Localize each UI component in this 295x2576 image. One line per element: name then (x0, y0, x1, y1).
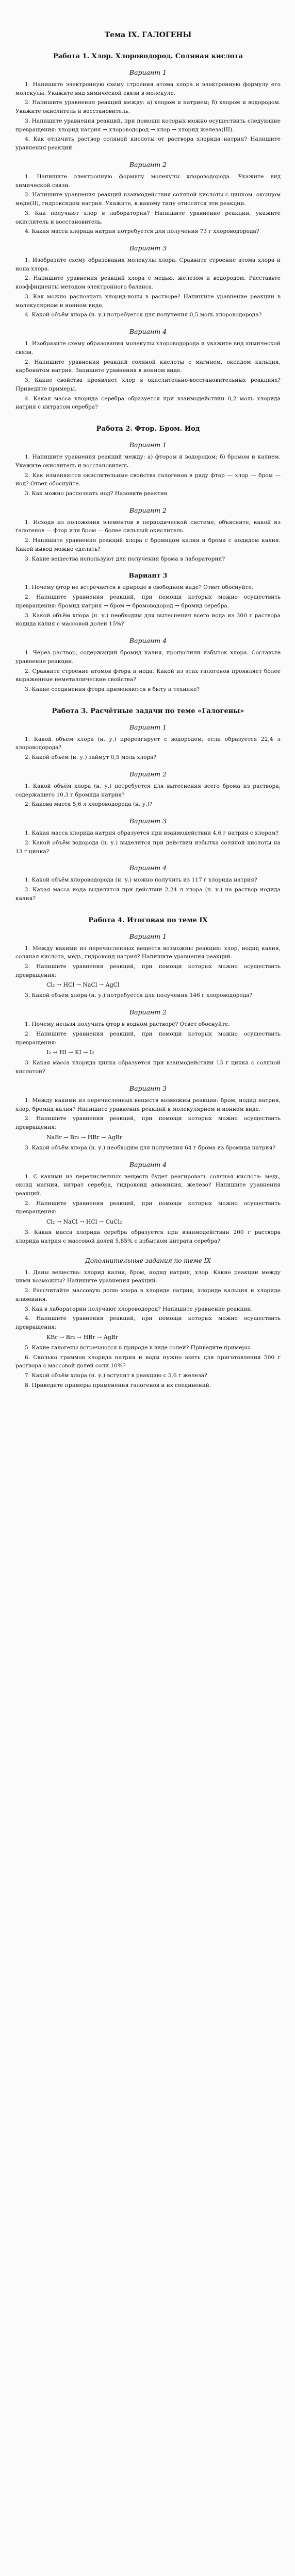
question-text: 2. Напишите уравнения реакций, при помощи которых можно осуществить превращения: бромид натрия → бром → бромоводород → бромид серебра. (15, 594, 281, 609)
variant-label: Вариант 4 (129, 1160, 167, 1168)
extra-section (15, 1257, 281, 1390)
extra-title: Дополнительные задания по теме IX (85, 1257, 211, 1264)
question-text: 2. Какой объём водорода (н. у.) выделится при действии избытка соляной кислоты на 13 г цинка? (15, 839, 281, 855)
question-text: 4. Какая масса хлорида натрия потребуется для получения 73 г хлороводорода? (25, 228, 259, 235)
question-text: 3. Как можно распознать хлорид-ионы в растворе? Напишите уравнение реакции в молекулярном и ионном виде. (15, 293, 281, 309)
question-text: 4. Какая масса хлорида серебра образуется при взаимодействии 0,2 моль хлорида натрия с нитратом серебра? (15, 395, 281, 411)
work-section (15, 425, 281, 694)
question-text: 1. Какая масса хлорида натрия образуется при взаимодействии 4,6 г натрия с хлором? (25, 830, 279, 837)
variant-label: Вариант 2 (129, 160, 167, 168)
question-text: 1. Напишите уравнения реакций между: а) фтором и водородом; б) бромом и калием. Укажите окислитель и восстановитель. (15, 454, 281, 469)
question-text: 1. Между какими из перечисленных веществ возможны реакции: бром, иодид натрия, хлор, бромид калия? Напишите уравнения реакций в молекулярном и ионном виде. (15, 1097, 281, 1112)
question-text: 2. Какая масса иода выделится при действии 2,24 л хлора (н. у.) на раствор иодида калия? (15, 887, 281, 902)
question-text: 8. Приведите примеры применения галогенов и их соединений. (25, 1382, 211, 1388)
question-text: 3. Какие вещества используют для получения брома в лаборатории? (25, 555, 225, 562)
variant-label: Вариант 3 (129, 244, 167, 252)
question-text: 1. Через раствор, содержащий бромид калия, пропустили избыток хлора. Составьте уравнение реакции. (15, 650, 281, 665)
work-title: Работа 3. Расчётные задачи по теме «Галогены» (52, 707, 244, 715)
question-text: 3. Какой объём хлора (н. у.) необходим для вытеснения всего иода из 300 г раствора иодида калия с массовой долей 15%? (15, 612, 281, 628)
question-text: 4. Как отличить раствор соляной кислоты от раствора хлорида натрия? Напишите уравнения реакций. (15, 136, 281, 151)
question-text: 2. Сравните строение атомов фтора и иода. Какой из этих галогенов проявляет более выраженные неметаллические свойства? (15, 668, 281, 683)
question-text: 3. Как в лаборатории получают хлороводород? Напишите уравнение реакции. (25, 1306, 253, 1312)
topic-title: Тема IX. ГАЛОГЕНЫ (104, 31, 192, 39)
variant-label: Вариант 3 (129, 817, 167, 825)
question-text: 4. Какой объём хлора (н. у.) потребуется для получения 0,5 моль хлороводорода? (25, 312, 262, 318)
question-text: 2. Напишите уравнения реакций, при помощи которых можно осуществить превращения: (15, 1200, 281, 1215)
work-section (15, 917, 281, 1246)
question-text: 1. Напишите электронную схему строения атома хлора и электронную формулу его молекулы. Укажите вид химической связи в молекуле. (15, 81, 281, 96)
variant-label: Вариант 4 (129, 328, 167, 336)
question-text: 2. Напишите уравнения реакций хлора с медью, железом и водородом. Расставьте коэффициенты методом электронного баланса. (15, 275, 281, 291)
variant-label: Вариант 2 (129, 1008, 167, 1016)
variant-label: Вариант 3 (128, 571, 168, 580)
chemical-formula: Cl₂ → NaCl → HCl → CuCl₂ (46, 1218, 122, 1226)
question-text: 2. Напишите уравнения реакций хлора с бромидом калия и брома с иодидом калия. Какой вывод можно сделать? (15, 537, 281, 552)
variant-label: Вариант 3 (129, 1084, 167, 1092)
question-text: 2. Напишите уравнения реакций, при помощи которых можно осуществить превращения: (15, 1030, 281, 1046)
chemical-formula: Cl₂ → HCl → NaCl → AgCl (46, 981, 120, 989)
question-text: 7. Какой объём хлора (н. у.) вступит в реакцию с 5,6 г железа? (25, 1372, 207, 1379)
question-text: 3. Какой объём хлора (н. у.) потребуется для получения 146 г хлороводорода? (25, 992, 253, 999)
work-section (15, 707, 281, 903)
question-text: 1. Даны вещества: хлорид калия, бром, иодид натрия, хлор. Какие реакции между ними возможны? Напишите уравнения реакций. (15, 1269, 281, 1284)
question-text: 2. Напишите уравнения реакций, при помощи которых можно осуществить превращения: (15, 963, 281, 978)
question-text: 3. Как получают хлор в лаборатории? Напишите уравнение реакции, укажите окислитель и восстановитель. (15, 210, 281, 225)
question-text: 1. Напишите электронную формулу молекулы хлороводорода. Укажите вид химической связи. (15, 173, 281, 189)
work-title: Работа 2. Фтор. Бром. Иод (96, 425, 200, 433)
question-text: 2. Какой объём (н. у.) займут 0,5 моль хлора? (25, 754, 157, 761)
question-text: 2. Напишите уравнения реакций соляной кислоты с магнием, оксидом кальция, карбонатом натрия. Запишите уравнения в ионном виде. (15, 359, 281, 374)
question-text: 1. С какими из перечисленных веществ будет реагировать соляная кислота: медь, оксид магния, нитрат серебра, гидроксид алюминия, железо? Напишите уравнения реакций. (15, 1173, 281, 1197)
work-title: Работа 1. Хлор. Хлороводород. Соляная кислота (53, 53, 243, 60)
variant-label: Вариант 1 (129, 441, 167, 449)
question-text: 1. Изобразите схему образования молекулы хлороводорода и укажите вид химической связи. (15, 341, 281, 355)
question-text: 2. Как изменяются окислительные свойства галогенов в ряду фтор — хлор — бром — иод? Ответ обоснуйте. (15, 472, 281, 487)
variant-label: Вариант 4 (129, 637, 167, 645)
variant-label: Вариант 4 (129, 864, 167, 872)
chemical-formula: KBr → Br₂ → HBr → AgBr (46, 1333, 119, 1341)
question-text: 2. Напишите уравнения реакций, при помощи которых можно осуществить превращения: (15, 1115, 281, 1131)
question-text: 1. Какой объём хлора (н. у.) потребуется для вытеснения всего брома из раствора, содержащего 10,3 г бромида натрия? (15, 783, 281, 798)
question-text: 3. Какие свойства проявляет хлор в окислительно-восстановительных реакциях? Приведите примеры. (15, 377, 281, 392)
question-text: 6. Сколько граммов хлорида натрия и воды нужно взять для приготовления 500 г раствора с массовой долей соли 10%? (15, 1354, 281, 1369)
work-title: Работа 4. Итоговая по теме IX (88, 916, 208, 924)
work-section (15, 53, 281, 412)
question-text: 3. Напишите уравнения реакций, при помощи которых можно осуществить следующие превращения: хлорид натрия → хлороводород → хлор → хлорид железа(III). (15, 117, 281, 133)
question-text: 1. Какой объём хлороводорода (н. у.) можно получить из 117 г хлорида натрия? (25, 877, 257, 884)
question-text: 1. Почему нельзя получить фтор в водном растворе? Ответ обоснуйте. (25, 1021, 230, 1028)
variant-label: Вариант 1 (129, 932, 167, 940)
question-text: 3. Какая масса хлорида серебра образуется при взаимодействии 200 г раствора хлорида натрия с массовой долей 5,85% с избытком нитрата серебра? (15, 1229, 281, 1244)
question-text: 2. Какова масса 5,6 л хлороводорода (н. у.)? (25, 801, 153, 808)
variant-label: Вариант 2 (129, 770, 167, 778)
question-text: 2. Напишите уравнения реакций между: а) хлором и натрием; б) хлором и водородом. Укажите окислитель и восстановитель. (15, 99, 281, 115)
variant-label: Вариант 1 (129, 69, 167, 76)
question-text: 3. Какой объём хлора (н. у.) необходим для получения 64 г брома из бромида натрия? (25, 1144, 276, 1151)
chemical-formula: NaBr → Br₂ → HBr → AgBr (46, 1133, 123, 1141)
question-text: 5. Какие галогены встречаются в природе в виде солей? Приведите примеры. (25, 1344, 252, 1351)
document-content (15, 53, 281, 1390)
question-text: 1. Почему фтор не встречается в природе в свободном виде? Ответ обоснуйте. (25, 584, 254, 591)
question-text: 3. Как можно распознать иод? Назовите реактив. (25, 490, 169, 497)
variant-label: Вариант 2 (129, 506, 167, 514)
question-text: 3. Какая масса хлорида цинка образуется при взаимодействии 13 г цинка с соляной кислотой? (15, 1060, 281, 1075)
question-text: 3. Какие соединения фтора применяются в быту и технике? (25, 686, 200, 692)
question-text: 1. Изобразите схему образования молекулы хлора. Сравните строение атома хлора и иона хлора. (15, 257, 281, 272)
question-text: 1. Между какими из перечисленных веществ возможны реакции: хлор, иодид калия, соляная кислота, медь, гидроксид натрия? Напишите уравнения реакций. (15, 945, 281, 960)
variant-label: Вариант 1 (129, 723, 167, 731)
question-text: 1. Какой объём хлора (н. у.) прореагирует с водородом, если образуется 22,4 л хлороводорода? (15, 736, 281, 751)
question-text: 4. Напишите уравнения реакций, при помощи которых можно осуществить превращения: (15, 1315, 281, 1331)
chemical-formula: I₂ → HI → KI → I₂ (46, 1049, 94, 1056)
question-text: 1. Исходя из положения элементов в периодической системе, объясните, какой из галогенов — фтор или бром — более сильный окислитель. (15, 519, 281, 534)
question-text: 2. Рассчитайте массовую долю хлора в хлориде натрия, хлориде кальция и хлориде алюминия. (15, 1287, 281, 1302)
question-text: 2. Напишите уравнения реакций взаимодействия соляной кислоты с цинком, оксидом меди(II), гидроксидом натрия. Укажите, к какому типу относятся эти реакции. (15, 192, 281, 207)
